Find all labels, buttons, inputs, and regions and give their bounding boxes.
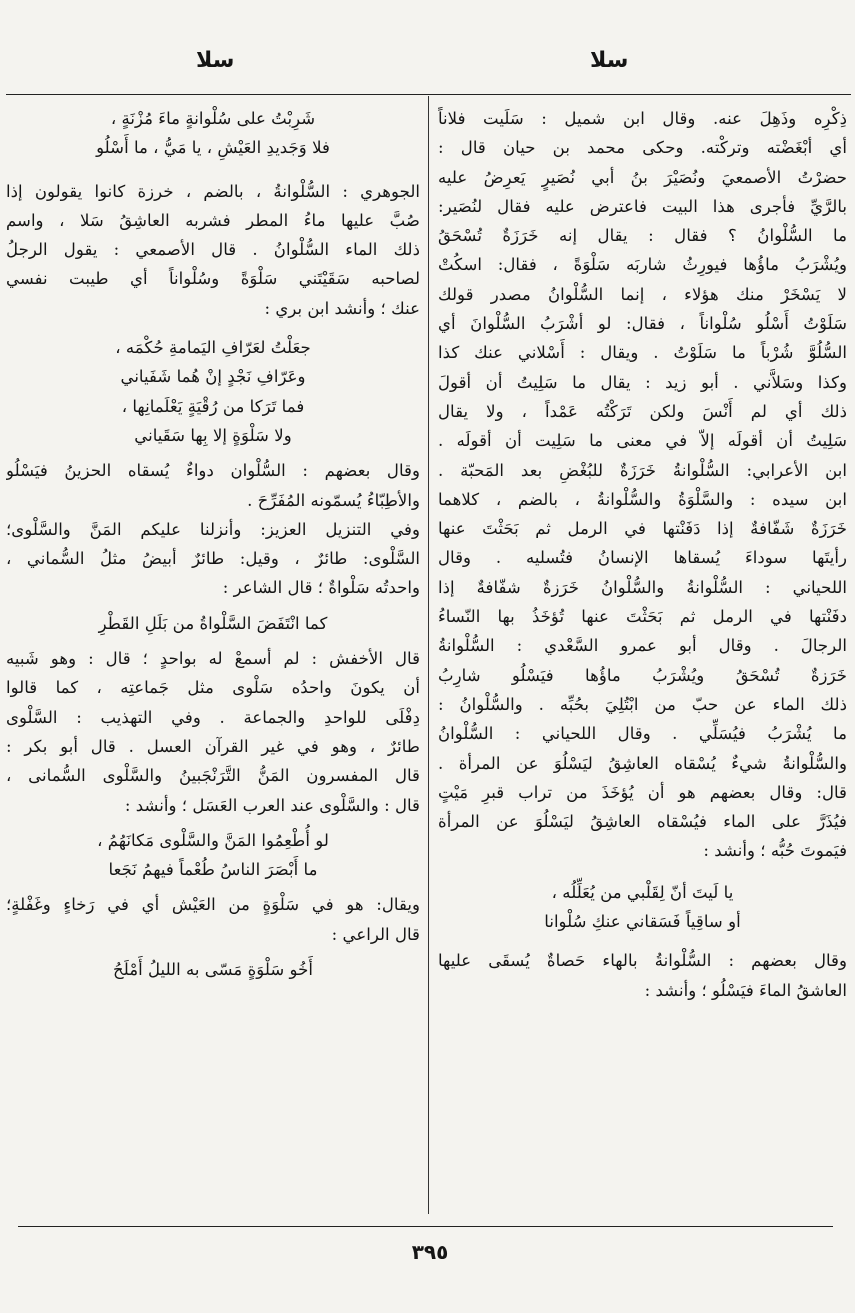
text-line: لصاحبه سَقَيْتَني سَلْوَةً وسُلْواناً أي طيبت نفسي <box>6 269 420 289</box>
text-line: قال : والسَّلْوى عند العرب العَسَل ؛ وأنشد : <box>124 795 420 815</box>
text-line: سَلَوْتُ أَسْلُو سُلْواناً ، فقال: لو أشْرَبُ السُّلْوانَ أي <box>438 314 847 334</box>
text-line: ذِكْرِه وذَهِلَ عنه. وقال ابن شميل : سَلَيت فلاناً <box>438 109 847 128</box>
text-line: ما السُّلْوانُ ؟ فقال : يقال إنه خَرَزَةٌ تُسْحَقُ <box>438 226 847 246</box>
text-line: وفي التنزيل العزيز: وأنزلنا عليكم المَنَّ والسَّلْوى؛ <box>6 519 420 539</box>
footer-rule <box>18 1226 833 1227</box>
verse-line: أَخُو سَلْوَةٍ مَسّى به الليلُ أَمْلَحُ <box>113 960 313 980</box>
verse-block <box>6 333 420 450</box>
text-line: أن يكونَ واحدُه سَلْوى مثل جَماعتِه ، كما قالوا <box>6 678 420 698</box>
header-rule <box>6 94 851 95</box>
text-line: الجوهري : السُّلْوانةُ ، بالضم ، خرزة كانوا يقولون إذا <box>6 181 420 201</box>
text-line: العاشقُ الماءَ فيَسْلُو ؛ وأنشد : <box>644 980 847 1000</box>
text-line: والأطِبّاءُ يُسمّونه المُفَرِّحَ . <box>247 490 420 510</box>
text-line: حضرْتُ الأصمعيَ ونُصَيْرَ بنُ أبي نُصَيرٍ يَعرِضُ عليه <box>438 167 847 187</box>
text-line: اللحياني : السُّلْوانةُ والسُّلْوانُ خَرَزةٌ شفّافةٌ إذا <box>438 577 847 597</box>
text-line: صُبَّ عليها ماءُ المطر فشربه العاشِقُ سَلا ، واسم <box>6 210 420 230</box>
text-line: ما يُشْرَبُ فيُسَلِّي . وقال اللحياني : السُّلْوانُ <box>438 724 847 744</box>
verse-block <box>6 609 420 638</box>
text-line: وقال بعضهم : السُّلْوان دواءٌ يُسقاه الحزينُ فيَسْلُو <box>6 461 420 481</box>
text-line: قال الأخفش : لم أسمعْ له بواحدٍ ؛ قال : وهو شَبيه <box>6 649 420 669</box>
verse-line: جعَلْتُ لعَرّافِ اليَمامةِ حُكْمَه ، <box>115 338 311 358</box>
left-column <box>6 104 420 1214</box>
text-line: السَّلْوى: طائرٌ ، وقيل: طائرٌ أبيضُ مثلُ السُّماني ، <box>6 549 420 569</box>
text-line: عنك ؛ وأنشد ابن بري : <box>264 298 420 318</box>
verse-line: فلا وَجَديدِ العَيْشِ ، يا مَيُّ ، ما أَسْلُو <box>96 138 330 158</box>
text-line: ذلك الماء عن حبّ من ابْتُلِيَ بحُبِّه . والسُّلْوانُ : <box>438 694 847 714</box>
text-line: فيَموتَ حُبُّه ؛ وأنشد : <box>703 841 847 861</box>
text-line: ابن سيده : والسَّلْوَةُ والسُّلْوانةُ ، بالضم ، كلاهما <box>438 489 847 509</box>
text-line: لا يَسْخَرْ منك هؤلاء ، إنما السُّلْوانُ مصدر قولك <box>438 284 847 304</box>
verse-line: أو ساقِياً فَسَقاني عنكِ سُلْوانا <box>544 912 741 932</box>
verse-line: وعَرّافِ نَجْدٍ إنْ هُما شَفَياني <box>120 367 306 387</box>
running-head-right: سلا <box>590 48 629 73</box>
verse-block <box>6 104 420 163</box>
text-line: ابن الأعرابي: السُّلْوانةُ خَرَزَةٌ للبُغْضِ بعد المَحبّة . <box>438 460 847 480</box>
text-line: ذلك أي لم أَنْسَ ولكن تَرَكْتُه عَمْداً ، ولا يقال <box>438 401 847 421</box>
page-number: ٣٩٥ <box>411 1240 449 1264</box>
right-para-2 <box>438 946 847 1005</box>
text-line: قال المفسرون المَنُّ التَّرَنْجَبينُ والسَّلْوى السُّمانى ، <box>6 766 420 786</box>
verse-line: كما انْتَفَضَ السَّلْواةُ من بَلَلِ القَطْرِ <box>98 613 328 633</box>
verse-line: لو أُطْعِمُوا المَنَّ والسَّلْوى مَكانَهُمُ ، <box>97 830 329 850</box>
column-divider <box>428 96 429 1214</box>
text-line: سَلِيتُ أن أقولَه إلاّ في معنى ما سَلِيت أن أقولَه . <box>438 431 847 451</box>
text-line: دِفْلَى للواحدِ والجماعة . وفي التهذيب : السَّلْوى <box>6 707 420 727</box>
text-line: أي أبْغَضْته وتركْته. وحكى محمد بن حيان قال : <box>438 138 847 158</box>
verse-block <box>6 826 420 885</box>
text-line: طائرٌ ، وهو في غير القرآن العسل . قال أبو بكر : <box>6 736 420 756</box>
text-line: خَرَزةٌ تُسْحَقُ ويُشْرَبُ ماؤُها فيَسْلُو شارِبُ <box>438 665 847 685</box>
verse-line: يا لَيتَ أنّ لِقَلْبي من يُعَلِّلُه ، <box>551 882 734 902</box>
text-line: السُّلُوَّ شُرْباً ما سَلَوْتُ . ويقال : أَسْلاني عنك كذا <box>438 343 847 363</box>
text-line: خَرَزَةٌ شَفّافةٌ إذا دَفَنْتها في الرمل ثم بَحَثْتَ عنها <box>438 519 847 539</box>
left-para-1 <box>6 177 420 323</box>
text-line: قال الراعي : <box>331 924 420 944</box>
right-column <box>438 104 847 1214</box>
text-line: بالرَّيِّ فأجرى هذا البيت فاعترض عليه فقال لنُصَير: <box>438 196 847 216</box>
verse-block <box>6 955 420 984</box>
text-line: والسُّلْوانةُ شيءٌ يُسْقاه العاشِقُ ليَسْلُوَ عن المرأة . <box>438 753 847 773</box>
left-para-3 <box>6 644 420 820</box>
text-line: فيُذَرَّ على الماء فيُسْقاه العاشِقُ ليَسْلُوَ عن المرأة <box>438 812 847 832</box>
right-para-1 <box>438 104 847 866</box>
text-line: الرجالَ . وقال أبو عمرو السَّعْدي : السُّلْوانةُ <box>438 636 847 656</box>
verse-line: شَرِبْتُ على سُلْوانةٍ ماءَ مُزْنَةٍ ، <box>110 109 316 128</box>
text-line: ويقال: هو في سَلْوَةٍ من العَيْش أي في رَخاءٍ وغَفْلةٍ؛ <box>6 895 420 915</box>
text-line: وكذا وسَلاَّني . أبو زيد : يقال ما سَلِيتُ أن أقولَ <box>438 372 847 392</box>
left-para-2 <box>6 456 420 602</box>
verse-block <box>438 878 847 937</box>
verse-line: فما تَرَكا من رُقْيَةٍ يَعْلَمانِها ، <box>121 396 305 416</box>
text-line: قال: وقال بعضهم هو أن يُؤخَذَ من تراب قبرِ مَيْتٍ <box>438 782 847 802</box>
running-head-left: سلا <box>196 48 235 73</box>
verse-line: ولا سَلْوَةٍ إلا بِها سَقَياني <box>134 425 292 445</box>
verse-line: ما أَبْصَرَ الناسُ طُعْماً فيهمُ نَجَعا <box>108 860 318 880</box>
text-line: ذلك الماء السُّلْوانُ . قال الأصمعي : يقول الرجلُ <box>6 240 420 260</box>
left-para-4 <box>6 890 420 949</box>
text-line: واحدتُه سَلْواةٌ ؛ قال الشاعر : <box>222 578 420 598</box>
text-line: رأيتَها سوداءَ يُسقاها الإنسانُ فتُسليه . وقال <box>438 548 847 568</box>
text-line: ويُشْرَبُ ماؤُها فيورِثُ شاربَه سَلْوَةً ، فقال: اسكُتْ <box>438 255 847 275</box>
text-line: وقال بعضهم : السُّلْوانةُ بالهاء حَصاةٌ يُسقَى عليها <box>438 951 847 971</box>
text-line: دفَنْتها في الرمل ثم بَحَثْتَ عنها تُؤخَذُ بها النّساءُ <box>438 607 847 627</box>
